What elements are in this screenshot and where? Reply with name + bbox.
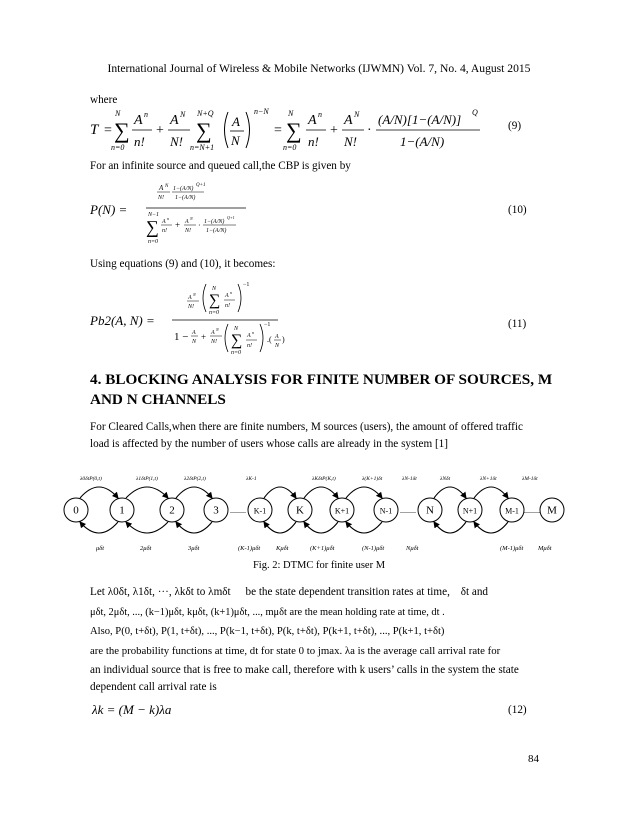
dtmc-state-N xyxy=(418,498,442,522)
paragraph-using-equations: Using equations (9) and (10), it becomes: xyxy=(90,258,276,270)
dtmc-forward-arc xyxy=(80,487,118,498)
eq9-sum1-top: N xyxy=(115,109,121,118)
svg-text:A: A xyxy=(159,184,164,192)
section-heading-line1: 4. BLOCKING ANALYSIS FOR FINITE NUMBER OF SOURCES, M xyxy=(90,371,553,388)
eq9-An-2: A xyxy=(308,113,317,128)
svg-text:∑: ∑ xyxy=(231,332,243,349)
equation-9 xyxy=(86,104,546,158)
eq9-tail-exp: Q xyxy=(472,108,478,117)
svg-text:1: 1 xyxy=(119,504,125,517)
eq9-tail-den: 1−(A/N) xyxy=(400,134,445,149)
eq9-N-sup: N xyxy=(180,110,186,119)
dtmc-state-3 xyxy=(204,498,228,522)
svg-text:A: A xyxy=(247,333,251,339)
svg-text:−1: −1 xyxy=(243,282,250,288)
svg-text:3: 3 xyxy=(213,504,219,517)
dtmc-bottom-label: Kμδt xyxy=(276,545,289,552)
dtmc-backward-arc xyxy=(264,522,296,533)
dtmc-state-1 xyxy=(110,498,134,522)
dtmc-state-K-1 xyxy=(248,498,272,522)
svg-text:n=0: n=0 xyxy=(148,239,159,245)
svg-text:N-1: N-1 xyxy=(379,506,393,516)
dtmc-bottom-label: Mμδt xyxy=(538,545,552,552)
equation-12: λk = (M − k)λa xyxy=(92,702,172,717)
dtmc-backward-arc xyxy=(304,522,338,533)
svg-text:+: + xyxy=(175,220,181,230)
svg-text:N: N xyxy=(234,326,239,332)
svg-text:K: K xyxy=(296,504,304,517)
svg-text:N: N xyxy=(212,286,217,292)
dtmc-state-0 xyxy=(64,498,88,522)
eq9-dot: · xyxy=(367,123,372,138)
dtmc-top-label: λK-1 xyxy=(246,476,257,482)
svg-text:n=0: n=0 xyxy=(209,310,220,316)
figure-caption: Fig. 2: DTMC for finite user M xyxy=(252,560,386,571)
dtmc-diagram xyxy=(60,470,580,556)
para4-line1-b: be the state dependent transition rates at time, xyxy=(245,586,450,598)
eq9-sum2-bot: n=N+1 xyxy=(190,143,215,152)
svg-text:.(: .( xyxy=(267,335,272,344)
dtmc-state-N+1 xyxy=(458,498,482,522)
eq10-number: (10) xyxy=(508,204,527,216)
dtmc-backward-arc xyxy=(80,522,118,533)
dtmc-state-N-1 xyxy=(374,498,398,522)
svg-text:n: n xyxy=(252,330,254,335)
eq9-sum1-bot: n=0 xyxy=(111,143,125,152)
eq9-number: (9) xyxy=(508,120,522,132)
journal-header: International Journal of Wireless & Mobile Networks (IJWMN) Vol. 7, No. 4, August 2015 xyxy=(107,62,531,75)
eq9-An: A xyxy=(134,113,143,128)
dtmc-bottom-label: (N-1)μδt xyxy=(362,545,385,552)
dtmc-state-M-1 xyxy=(500,498,524,522)
svg-text:∑: ∑ xyxy=(146,217,159,237)
eq10-lhs: P(N) = xyxy=(90,202,128,217)
dtmc-top-label: λN-1δt xyxy=(402,476,417,482)
svg-text:2: 2 xyxy=(169,504,175,517)
dtmc-top-label: λKδtP(K,t) xyxy=(312,476,336,482)
svg-text:K+1: K+1 xyxy=(334,506,350,516)
dtmc-backward-arc xyxy=(346,522,382,533)
eq9-N-fact: N! xyxy=(170,134,183,149)
svg-text:N: N xyxy=(192,339,197,345)
svg-text:N: N xyxy=(275,343,280,349)
para4-line1-c: δt and xyxy=(460,586,489,598)
svg-text:1−(A/N): 1−(A/N) xyxy=(206,228,227,234)
eq9-n-sup: n xyxy=(144,110,148,119)
page-number: 84 xyxy=(528,753,539,765)
eq12-number: (12) xyxy=(508,704,527,716)
svg-text:1−(A/N): 1−(A/N) xyxy=(204,219,225,225)
svg-text:∑: ∑ xyxy=(209,292,221,309)
eq9-n-fact-2: n! xyxy=(308,134,319,149)
svg-text:N−1: N−1 xyxy=(148,212,160,218)
dtmc-backward-arc xyxy=(176,522,212,533)
svg-text:Q+1: Q+1 xyxy=(227,215,235,220)
svg-text:n=0: n=0 xyxy=(231,350,242,356)
eq9-lhs: T xyxy=(90,122,99,138)
eq9-N-fact-2: N! xyxy=(344,134,357,149)
svg-text:): ) xyxy=(282,335,285,344)
eq9-n-sup-2: n xyxy=(318,110,322,119)
dtmc-top-label: λ(K+1)δt xyxy=(362,476,383,482)
svg-text:n: n xyxy=(167,216,169,221)
eq9-sum3-top: N xyxy=(288,109,294,118)
eq9-tail-num: (A/N)[1−(A/N)] xyxy=(378,112,462,127)
dtmc-top-label: λN+1δt xyxy=(480,476,497,482)
paragraph-let-line6: dependent call arrival rate is xyxy=(90,681,217,693)
dtmc-top-label: λ2δtP(2,t) xyxy=(184,476,206,482)
equation-11 xyxy=(86,278,306,360)
svg-text:A: A xyxy=(185,219,189,225)
svg-text:N: N xyxy=(216,327,219,332)
svg-text:1−(A/N): 1−(A/N) xyxy=(173,186,194,192)
svg-text:N: N xyxy=(165,184,169,189)
dtmc-forward-arc xyxy=(176,487,212,498)
para4-line1-a: Let λ0δt, λ1δt, ···, λkδt to λmδt xyxy=(90,586,231,598)
dtmc-forward-arc xyxy=(474,487,508,498)
dtmc-forward-arc xyxy=(434,487,466,498)
svg-text:N!: N! xyxy=(158,195,164,201)
eq9-paren-num: A xyxy=(232,114,240,129)
dtmc-state-K xyxy=(288,498,312,522)
svg-text:K-1: K-1 xyxy=(253,506,267,516)
dtmc-forward-arc xyxy=(346,487,382,498)
eq9-eq2: = xyxy=(274,123,282,138)
svg-text:+: + xyxy=(201,332,207,342)
paragraph-let-line4: are the probability functions at time, dt for state 0 to jmax. λa is the average call arrival rate for xyxy=(90,645,501,657)
svg-text:N: N xyxy=(426,504,434,517)
svg-text:1−(A/N): 1−(A/N) xyxy=(175,195,196,201)
eq9-sum2-top: N+Q xyxy=(197,109,214,118)
paragraph-let-line3: Also, P(0, t+δt), P(1, t+δt), ..., P(k−1, t+δt), P(k, t+δt), P(k+1, t+δt), ..., P(k+1, t+δt) xyxy=(90,626,445,637)
svg-text:n: n xyxy=(230,290,232,295)
svg-text:n!: n! xyxy=(225,303,230,309)
dtmc-dots: ........ xyxy=(230,506,246,515)
svg-text:N!: N! xyxy=(211,339,217,345)
eq9-plus2: + xyxy=(330,123,338,138)
eq9-eq1: = xyxy=(104,123,112,138)
dtmc-backward-arc xyxy=(126,522,168,533)
dtmc-dots: ........ xyxy=(524,506,540,515)
dtmc-forward-arc xyxy=(264,487,296,498)
dtmc-backward-arc xyxy=(434,522,466,533)
eq9-exp: n−N xyxy=(254,107,269,116)
dtmc-bottom-label: 3μδt xyxy=(188,545,200,552)
svg-text:N!: N! xyxy=(185,228,191,234)
svg-text:·: · xyxy=(198,221,201,230)
svg-text:Q+1: Q+1 xyxy=(196,183,206,188)
svg-text:n!: n! xyxy=(247,343,252,349)
dtmc-dots: ........ xyxy=(400,506,416,515)
svg-text:M: M xyxy=(547,504,557,517)
eq9-AN-2: A xyxy=(344,113,353,128)
dtmc-bottom-label: 2μδt xyxy=(140,545,152,552)
dtmc-top-label: λ1δtP(1,t) xyxy=(136,476,158,482)
eq9-N-sup-2: N xyxy=(354,110,360,119)
dtmc-backward-arc xyxy=(474,522,508,533)
svg-text:N: N xyxy=(190,216,193,221)
svg-text:−1: −1 xyxy=(264,322,271,328)
dtmc-bottom-label: (K-1)μδt xyxy=(238,545,261,552)
dtmc-top-label: λ0δtP(0,t) xyxy=(80,476,102,482)
dtmc-state-2 xyxy=(160,498,184,522)
svg-text:A: A xyxy=(211,330,215,336)
svg-text:∑: ∑ xyxy=(114,118,130,143)
svg-text:A: A xyxy=(275,334,279,340)
svg-text:N: N xyxy=(193,292,196,297)
dtmc-state-M xyxy=(540,498,564,522)
eq11-lhs: Pb2(A, N) = xyxy=(90,313,155,328)
svg-text:M-1: M-1 xyxy=(505,506,519,516)
svg-text:A: A xyxy=(188,295,192,301)
dtmc-forward-arc xyxy=(126,487,168,498)
dtmc-bottom-label: Nμδt xyxy=(406,545,419,552)
dtmc-top-label: λM-1δt xyxy=(522,476,538,482)
svg-text:A: A xyxy=(192,330,196,336)
dtmc-bottom-label: (M-1)μδt xyxy=(500,545,524,552)
eq9-plus1: + xyxy=(156,123,164,138)
dtmc-forward-arc xyxy=(304,487,338,498)
svg-text:N!: N! xyxy=(188,304,194,310)
svg-text:A: A xyxy=(162,219,166,225)
dtmc-bottom-label: (K+1)μδt xyxy=(310,545,335,552)
eq9-n-fact: n! xyxy=(134,134,145,149)
eq11-number: (11) xyxy=(508,318,527,330)
svg-text:A: A xyxy=(225,293,229,299)
where-label: where xyxy=(90,94,118,106)
svg-text:1 −: 1 − xyxy=(174,331,189,343)
svg-text:∑: ∑ xyxy=(196,118,212,143)
dtmc-top-label: λNδt xyxy=(440,476,451,482)
section-heading-line2: AND N CHANNELS xyxy=(90,391,226,408)
paragraph-cbp-intro: For an infinite source and queued call,the CBP is given by xyxy=(90,160,351,172)
eq9-paren-den: N xyxy=(231,133,240,148)
svg-text:∑: ∑ xyxy=(286,118,302,143)
eq9-AN: A xyxy=(170,113,179,128)
paragraph-let-line2: μδt, 2μδt, ..., (k−1)μδt, kμδt, (k+1)μδt, ..., mμδt are the mean holding rate at time, dt . xyxy=(90,607,445,618)
equation-10 xyxy=(86,178,286,250)
dtmc-state-K+1 xyxy=(330,498,354,522)
dtmc-bottom-label: μδt xyxy=(96,545,105,552)
paragraph-let-line5: an individual source that is free to make call, therefore with k users’ calls in the system the state xyxy=(90,664,519,676)
svg-text:n!: n! xyxy=(162,228,167,234)
paragraph-let-line1 xyxy=(90,584,550,600)
eq9-sum3-bot: n=0 xyxy=(283,143,297,152)
paragraph-cleared-calls-1: For Cleared Calls,when there are finite numbers, M sources (users), the amount of offered traffic xyxy=(90,421,523,433)
svg-text:0: 0 xyxy=(73,504,79,517)
paragraph-cleared-calls-2: load is affected by the number of users whose calls are already in the system [1] xyxy=(90,438,448,450)
svg-text:N+1: N+1 xyxy=(462,506,478,516)
